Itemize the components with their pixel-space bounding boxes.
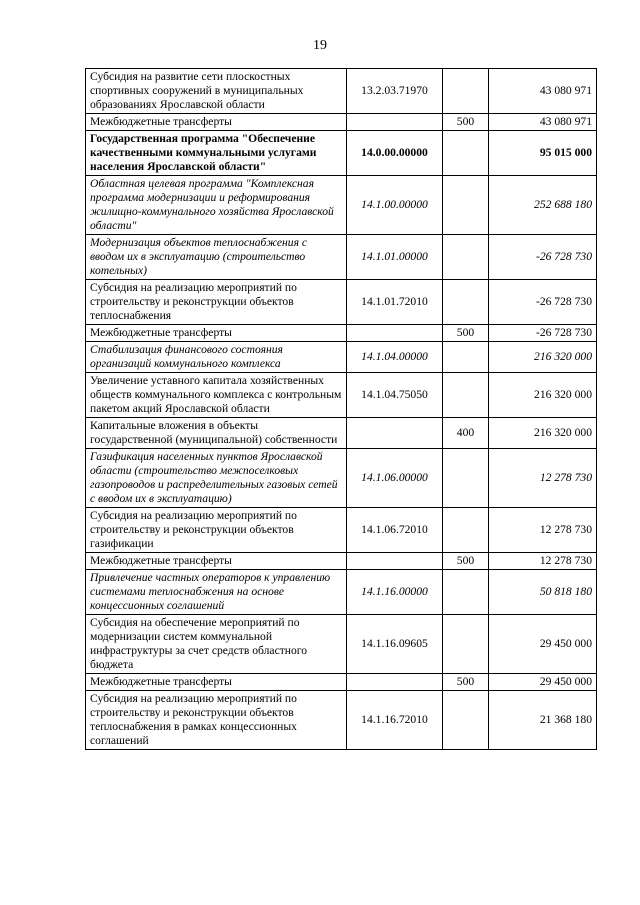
row-code: 14.1.16.00000 [347,570,443,615]
row-name: Межбюджетные трансферты [86,553,347,570]
row-code: 14.1.04.75050 [347,373,443,418]
row-amount: 43 080 971 [489,114,597,131]
row-code: 14.1.16.09605 [347,615,443,674]
row-code [347,325,443,342]
row-code: 14.1.00.00000 [347,176,443,235]
page-number: 19 [313,38,327,53]
table-row [86,418,597,449]
row-code: 14.1.04.00000 [347,342,443,373]
row-amount: -26 728 730 [489,235,597,280]
row-code [347,553,443,570]
row-expense-type: 500 [443,553,489,570]
table-row [86,373,597,418]
row-code [347,114,443,131]
row-name: Стабилизация финансового состояния организаций коммунального комплекса [86,342,347,373]
row-amount: -26 728 730 [489,325,597,342]
row-code: 14.0.00.00000 [347,131,443,176]
row-name: Государственная программа "Обеспечение качественными коммунальными услугами населения Ярославской области" [86,131,347,176]
row-expense-type [443,280,489,325]
row-name: Субсидия на обеспечение мероприятий по модернизации систем коммунальной инфраструктуры за счет средств областного бюджета [86,615,347,674]
table-row [86,615,597,674]
table-row [86,508,597,553]
row-amount: 12 278 730 [489,508,597,553]
table-row [86,280,597,325]
row-expense-type [443,342,489,373]
row-name: Субсидия на реализацию мероприятий по строительству и реконструкции объектов теплоснабжения в рамках концессионных соглашений [86,691,347,750]
row-expense-type [443,508,489,553]
row-code: 14.1.01.72010 [347,280,443,325]
table-row [86,176,597,235]
row-name: Субсидия на реализацию мероприятий по строительству и реконструкции объектов газификации [86,508,347,553]
row-name: Капитальные вложения в объекты государственной (муниципальной) собственности [86,418,347,449]
row-amount: 29 450 000 [489,674,597,691]
row-amount: 216 320 000 [489,418,597,449]
row-amount: 43 080 971 [489,69,597,114]
row-code: 14.1.01.00000 [347,235,443,280]
row-code [347,674,443,691]
row-name: Увеличение уставного капитала хозяйственных обществ коммунального комплекса с контрольным пакетом акций Ярославской области [86,373,347,418]
row-expense-type: 500 [443,325,489,342]
row-amount: 50 818 180 [489,570,597,615]
row-expense-type: 400 [443,418,489,449]
table-row [86,114,597,131]
budget-table [85,68,597,750]
row-expense-type [443,691,489,750]
row-expense-type [443,570,489,615]
row-expense-type [443,373,489,418]
row-expense-type [443,176,489,235]
row-code [347,418,443,449]
row-amount: 216 320 000 [489,342,597,373]
row-name: Межбюджетные трансферты [86,325,347,342]
table-row [86,325,597,342]
row-name: Модернизация объектов теплоснабжения с вводом их в эксплуатацию (строительство котельных) [86,235,347,280]
row-expense-type [443,615,489,674]
row-amount: 21 368 180 [489,691,597,750]
row-code: 14.1.16.72010 [347,691,443,750]
row-code: 14.1.06.72010 [347,508,443,553]
row-expense-type: 500 [443,674,489,691]
row-expense-type [443,449,489,508]
row-code: 14.1.06.00000 [347,449,443,508]
row-expense-type [443,131,489,176]
row-expense-type [443,235,489,280]
table-row [86,235,597,280]
table-row [86,449,597,508]
row-amount: -26 728 730 [489,280,597,325]
table-row [86,342,597,373]
row-amount: 252 688 180 [489,176,597,235]
row-amount: 12 278 730 [489,449,597,508]
table-row [86,691,597,750]
table-row [86,553,597,570]
row-name: Межбюджетные трансферты [86,114,347,131]
row-amount: 95 015 000 [489,131,597,176]
row-name: Субсидия на реализацию мероприятий по строительству и реконструкции объектов теплоснабжения [86,280,347,325]
row-expense-type [443,69,489,114]
row-name: Газификация населенных пунктов Ярославской области (строительство межпоселковых газопроводов и распределительных газовых сетей с вводом их в эксплуатацию) [86,449,347,508]
budget-table-body [86,69,597,750]
table-row [86,69,597,114]
row-amount: 29 450 000 [489,615,597,674]
row-amount: 216 320 000 [489,373,597,418]
row-expense-type: 500 [443,114,489,131]
table-row [86,131,597,176]
table-row [86,674,597,691]
row-name: Межбюджетные трансферты [86,674,347,691]
row-code: 13.2.03.71970 [347,69,443,114]
row-name: Субсидия на развитие сети плоскостных спортивных сооружений в муниципальных образованиях Ярославской области [86,69,347,114]
row-amount: 12 278 730 [489,553,597,570]
row-name: Областная целевая программа "Комплексная программа модернизации и реформирования жилищно-коммунального хозяйства Ярославской области" [86,176,347,235]
row-name: Привлечение частных операторов к управлению системами теплоснабжения на основе концессионных соглашений [86,570,347,615]
table-row [86,570,597,615]
